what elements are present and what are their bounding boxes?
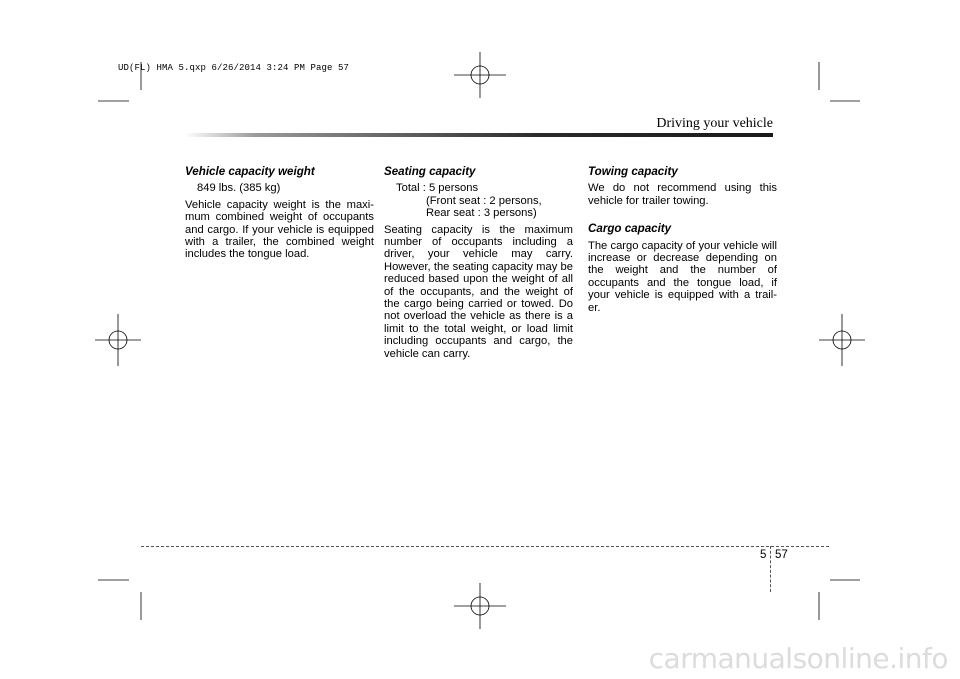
registration-mark-bottom [454,583,506,629]
towing-paragraph: We do not recommend using this vehicle for trailer towing. [588,182,777,207]
registration-mark-top [454,52,506,98]
seating-total: Total : 5 persons [396,182,479,195]
page-number: 57 [775,549,788,561]
print-slug: UD(FL) HMA 5.qxp 6/26/2014 3:24 PM Page 57 [118,63,350,73]
watermark: carmanualsonline.info [648,642,948,675]
heading-vehicle-capacity-weight: Vehicle capacity weight [185,165,315,178]
cargo-paragraph: The cargo capacity of your vehicle will increase or decrease depending on the weight and the number of occupants and the tongue load, if your vehicle is equipped with a trail-er. [588,239,777,314]
registration-mark-left [95,314,141,366]
heading-seating-capacity: Seating capacity [384,165,476,178]
section-title: Driving your vehicle [656,116,773,131]
seating-rear: Rear seat : 3 persons) [426,207,537,220]
capacity-weight-value: 849 lbs. (385 kg) [197,182,281,195]
column-towing-cargo [588,166,777,318]
registration-mark-right [819,314,865,366]
page-number-divider [770,546,772,592]
column-vehicle-capacity [185,166,374,265]
seating-paragraph: Seating capacity is the maximum number of occupants including a driver, your vehicle may carry. However, the seating capacity may be reduced based upon the weight of all of the occupants, and the weight of the cargo being carried or towed. Do not overload the vehicle as there is a limit to the total weight, or load limit including occupants and cargo, the vehicle can carry. [384,223,573,360]
heading-cargo-capacity: Cargo capacity [588,222,672,236]
seating-front: (Front seat : 2 persons, [426,194,542,207]
column-seating-capacity [384,166,573,364]
footer-rule [141,546,829,547]
heading-towing-capacity: Towing capacity [588,165,678,178]
header-rule [185,133,773,137]
capacity-weight-paragraph: Vehicle capacity weight is the maxi-mum combined weight of occupants and cargo. If your vehicle is equipped with a trailer, the combined weight includes the tongue load. [185,198,374,261]
chapter-number: 5 [760,549,767,561]
